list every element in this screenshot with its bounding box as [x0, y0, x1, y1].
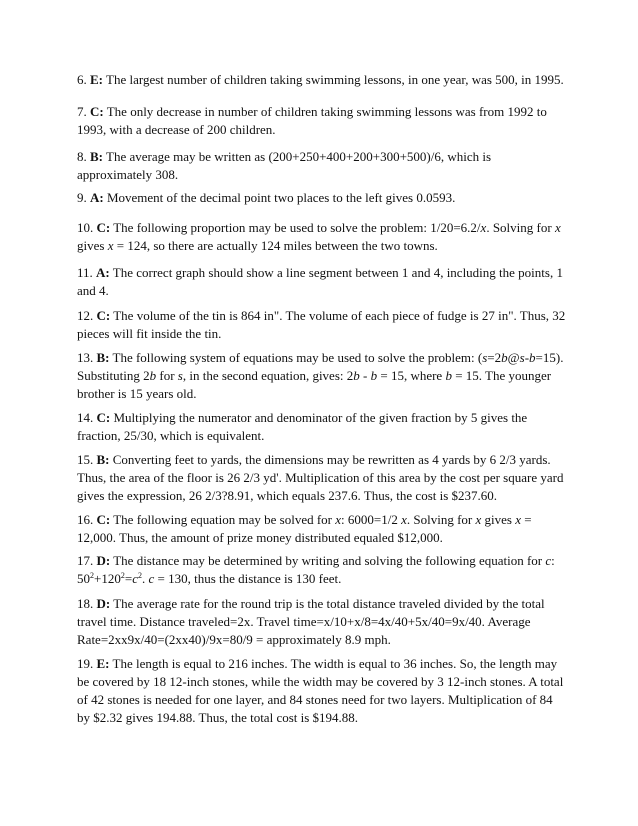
answer-16: 16. C: The following equation may be solved for x: 6000=1/2 x. Solving for x gives x = 12,000. Thus, the amount of prize money distributed equaled $12,000. — [77, 512, 532, 545]
answer-11: 11. A: The correct graph should show a line segment between 1 and 4, including the points, 1 and 4. — [77, 265, 563, 298]
equation: $50^2+120^2=c^2$. c = 130, thus the distance is 130 feet. — [77, 571, 342, 586]
answer-letter: A: — [96, 265, 110, 280]
answer-letter: B: — [96, 350, 110, 365]
answer-7: 7. C: The only decrease in number of children taking swimming lessons was from 1992 to 1993, with a decrease of 200 children. — [77, 104, 547, 137]
answer-letter: D: — [96, 553, 111, 568]
answer-10: 10. C: The following proportion may be used to solve the problem: 1/20=6.2/x. Solving for x gives x = 124, so there are actually 124 miles between the two towns. — [77, 220, 561, 253]
answer-8: 8. B: The average may be written as (200+250+400+200+300+500)/6, which is approximately 308. — [77, 149, 492, 182]
answer-14: 14. C: Multiplying the numerator and denominator of the given fraction by 5 gives the fraction, 25/30, which is equivalent. — [77, 410, 528, 443]
answer-letter: C: — [96, 220, 111, 235]
answer-13: 13. B: The following system of equations may be used to solve the problem: (s=2b@s-b=15). Substituting 2b for s, in the second equation, gives: 2b - b = 15, where b = 15. The younger brother is 15 years old. — [77, 350, 564, 401]
answer-letter: C: — [96, 410, 111, 425]
answer-17: 17. D: The distance may be determined by writing and solving the following equation for c: $50^2+120^2=c^2$. c = 130, thus the distance is 130 feet. — [77, 553, 555, 586]
answer-19: 19. E: The length is equal to 216 inches. The width is equal to 36 inches. So, the length may be covered by 18 12-inch stones, while the width may be covered by 3 12-inch stones. A total of 42 stones is needed for one layer, and 84 stones need for two layers. Multiplication of 84 by $2.32 gives 194.88. Thus, the total cost is $194.88. — [77, 656, 564, 725]
answer-12: 12. C: The volume of the tin is 864 in". The volume of each piece of fudge is 27 in". Thus, 32 pieces will fit inside the tin. — [77, 308, 566, 341]
answer-letter: B: — [96, 452, 110, 467]
answer-letter: C: — [90, 104, 104, 119]
answer-letter: C: — [96, 308, 111, 323]
answer-letter: E: — [96, 656, 110, 671]
answer-15: 15. B: Converting feet to yards, the dimensions may be rewritten as 4 yards by 6 2/3 yards. Thus, the area of the floor is 26 2/3 yd'. Multiplication of this area by the cost per square yard gives the expression, 26 2/3?8.91, which equals 237.6. Thus, the cost is $237.60. — [77, 452, 564, 503]
answer-letter: E: — [90, 72, 103, 87]
answer-letter: C: — [96, 512, 111, 527]
answer-18: 18. D: The average rate for the round trip is the total distance traveled divided by the total travel time. Distance traveled=2x. Travel time=x/10+x/8=4x/40+5x/40=9x/40. Average Rate=2xx9x/40=(2xx40)/9x=80/9 = approximately 8.9 mph. — [77, 596, 545, 647]
answer-letter: B: — [90, 149, 103, 164]
answer-9: 9. A: Movement of the decimal point two places to the left gives 0.0593. — [77, 190, 456, 205]
answer-letter: D: — [96, 596, 111, 611]
answer-6: 6. E: The largest number of children taking swimming lessons, in one year, was 500, in 1995. — [77, 72, 564, 87]
answer-letter: A: — [90, 190, 104, 205]
